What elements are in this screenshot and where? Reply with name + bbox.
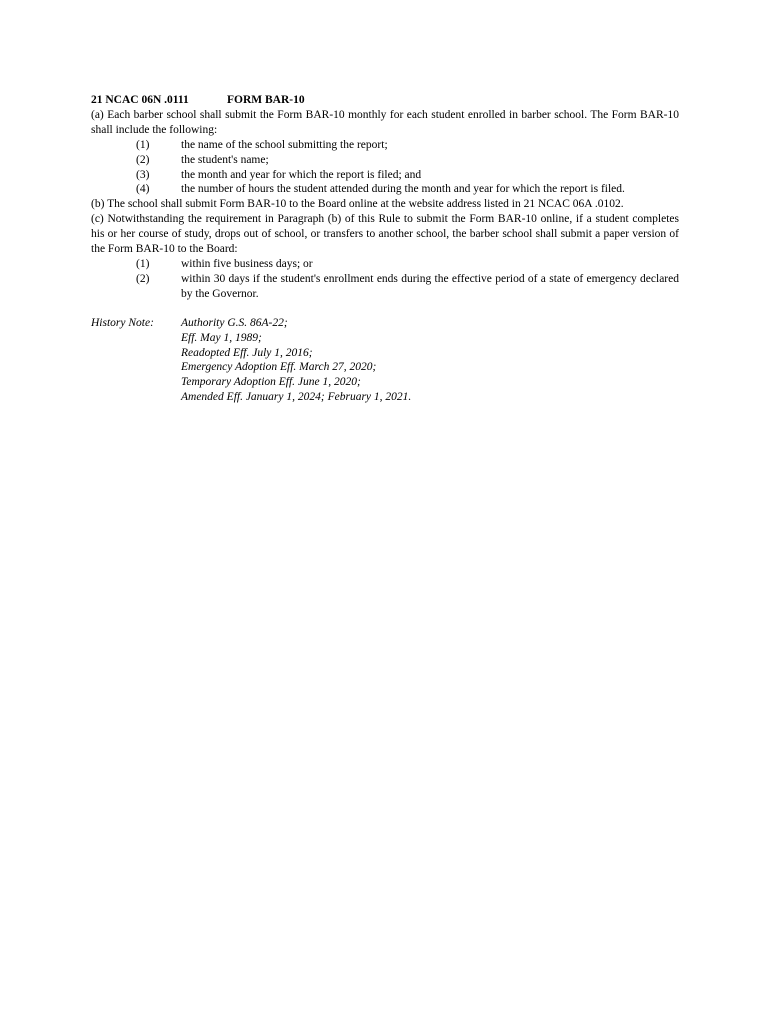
document-page: [91, 93, 679, 405]
history-note: [91, 316, 679, 405]
history-line: Amended Eff. January 1, 2024; February 1, 2021.: [181, 391, 412, 404]
list-item-text: the month and year for which the report is filed; and: [181, 168, 422, 181]
list-item-marker: (1): [136, 257, 150, 270]
rule-heading: [91, 93, 679, 108]
list-item-text: the number of hours the student attended during the month and year for which the report is filed.: [181, 183, 625, 196]
list-item-text: within 30 days if the student's enrollment ends during the effective period of a state of emergency declared by the Governor.: [181, 272, 679, 300]
history-line: Eff. May 1, 1989;: [181, 331, 262, 344]
list-item: [91, 272, 679, 302]
list-item: [91, 138, 679, 153]
history-line: Authority G.S. 86A-22;: [181, 316, 288, 329]
list-item: [91, 257, 679, 272]
paragraph-b: (b) The school shall submit Form BAR-10 to the Board online at the website address listed in 21 NCAC 06A .0102.: [91, 198, 624, 211]
list-item-text: within five business days; or: [181, 257, 313, 270]
paragraph-a: (a) Each barber school shall submit the Form BAR-10 monthly for each student enrolled in barber school. The Form BAR-10 shall include the following:: [91, 108, 679, 136]
list-item: [91, 182, 679, 197]
history-note-label: History Note:: [91, 316, 154, 329]
history-line: Temporary Adoption Eff. June 1, 2020;: [181, 376, 361, 389]
list-item-marker: (4): [136, 183, 150, 196]
paragraph-a-list: [91, 138, 679, 198]
list-item: [91, 168, 679, 183]
list-item-text: the name of the school submitting the report;: [181, 138, 388, 151]
list-item-marker: (1): [136, 138, 150, 151]
list-item-marker: (2): [136, 153, 150, 166]
history-note-lines: [181, 316, 411, 405]
list-item: [91, 153, 679, 168]
list-item-marker: (2): [136, 272, 150, 285]
rule-title: FORM BAR-10: [227, 94, 305, 106]
history-line: Readopted Eff. July 1, 2016;: [181, 346, 313, 359]
list-item-marker: (3): [136, 168, 150, 181]
paragraph-c: (c) Notwithstanding the requirement in Paragraph (b) of this Rule to submit the Form BAR-10 online, if a student completes his or her course of study, drops out of school, or transfers to another school, the barber school shall submit a paper version of the Form BAR-10 to the Board:: [91, 213, 679, 256]
paragraph-c-list: [91, 257, 679, 302]
list-item-text: the student's name;: [181, 153, 269, 166]
history-line: Emergency Adoption Eff. March 27, 2020;: [181, 361, 377, 374]
rule-number: 21 NCAC 06N .0111: [91, 94, 189, 106]
